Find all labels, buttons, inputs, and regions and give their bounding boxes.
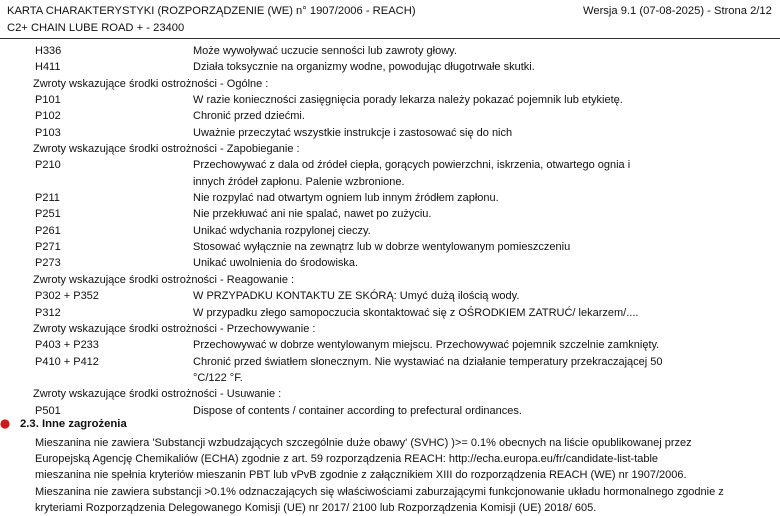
phrase-description bbox=[193, 92, 753, 108]
paragraph-line: Mieszanina nie zawiera 'Substancji wzbudzających szczególnie duże obawy' (SVHC) )>= 0.1% obecnych na liście opublikowanej przez bbox=[35, 437, 692, 449]
phrase-text-line: innych źródeł zapłonu. Palenie wzbronione. bbox=[193, 175, 405, 188]
phrase-row bbox=[0, 190, 780, 206]
phrase-code: P410 + P412 bbox=[35, 355, 99, 368]
paragraph-line: Europejską Agencję Chemikaliów (ECHA) zgodnie z art. 59 rozporządzenia REACH: http://echa.europa.eu/fr/candidate-list-table bbox=[35, 453, 659, 466]
phrase-description bbox=[193, 288, 753, 304]
document-header bbox=[0, 0, 780, 39]
phrase-row bbox=[0, 43, 780, 59]
phrase-text-line: Może wywoływać uczucie senności lub zawroty głowy. bbox=[193, 45, 457, 57]
phrase-text-line: Uważnie przeczytać wszystkie instrukcje i zastosować się do nich bbox=[193, 126, 513, 139]
phrase-description bbox=[193, 255, 753, 271]
phrase-text-line: W razie konieczności zasięgnięcia porady lekarza należy pokazać pojemnik lub etykietę. bbox=[193, 94, 623, 107]
phrase-code: P271 bbox=[35, 241, 61, 254]
precaution-group-heading bbox=[0, 321, 780, 337]
phrase-row bbox=[0, 157, 780, 190]
phrase-text-line: Chronić przed światłem słonecznym. Nie wystawiać na działanie temperatury przekraczającej 50 bbox=[193, 355, 663, 368]
phrase-code: P302 + P352 bbox=[35, 290, 99, 303]
phrase-text-line: W przypadku złego samopoczucia skontaktować się z OŚRODKIEM ZATRUĆ/ lekarzem/.... bbox=[193, 306, 639, 319]
phrase-text-line: Unikać wdychania rozpylonej cieczy. bbox=[193, 224, 371, 237]
phrase-code: P101 bbox=[35, 94, 61, 107]
phrase-description bbox=[193, 206, 753, 222]
version-page-info: Wersja 9.1 (07-08-2025) - Strona 2/12 bbox=[583, 5, 772, 17]
phrase-text-line: Unikać uwolnienia do środowiska. bbox=[193, 257, 359, 270]
phrase-row bbox=[0, 354, 780, 387]
group-heading-text: Zwroty wskazujące środki ostrożności - Ogólne : bbox=[33, 77, 269, 90]
section-bullet-icon bbox=[0, 419, 10, 429]
phrase-text-line: W PRZYPADKU KONTAKTU ZE SKÓRĄ: Umyć dużą ilością wody. bbox=[193, 290, 520, 303]
phrase-text-line: Przechowywać w dobrze wentylowanym miejscu. Przechowywać pojemnik szczelnie zamknięty. bbox=[193, 339, 660, 352]
phrase-row bbox=[0, 59, 780, 75]
phrase-row bbox=[0, 125, 780, 141]
phrase-code: H336 bbox=[35, 45, 62, 57]
phrase-description bbox=[193, 43, 753, 59]
phrase-description bbox=[193, 223, 753, 239]
phrase-description bbox=[193, 108, 753, 124]
hazard-precaution-list bbox=[0, 43, 780, 419]
product-name: C2+ CHAIN LUBE ROAD + - 23400 bbox=[7, 22, 185, 34]
phrase-row bbox=[0, 337, 780, 353]
phrase-code: P103 bbox=[35, 126, 61, 139]
phrase-description bbox=[193, 125, 753, 141]
phrase-description bbox=[193, 337, 753, 353]
phrase-description bbox=[193, 190, 753, 206]
phrase-text-line: Dispose of contents / container according to prefectural ordinances. bbox=[193, 404, 522, 417]
precaution-group-heading bbox=[0, 76, 780, 92]
phrase-code: P312 bbox=[35, 306, 61, 319]
precaution-group-heading bbox=[0, 272, 780, 288]
phrase-text-line: Nie przekłuwać ani nie spalać, nawet po zużyciu. bbox=[193, 208, 432, 221]
group-heading-text: Zwroty wskazujące środki ostrożności - Przechowywanie : bbox=[33, 322, 316, 335]
phrase-description bbox=[193, 157, 753, 190]
section-title: 2.3. Inne zagrożenia bbox=[20, 418, 127, 430]
phrase-row bbox=[0, 239, 780, 255]
phrase-code: H411 bbox=[35, 61, 61, 74]
phrase-row bbox=[0, 288, 780, 304]
group-heading-text: Zwroty wskazujące środki ostrożności - Zapobieganie : bbox=[33, 143, 300, 156]
phrase-text-line: Nie rozpylać nad otwartym ogniem lub innym źródłem zapłonu. bbox=[193, 192, 499, 205]
phrase-description bbox=[193, 59, 753, 75]
phrase-row bbox=[0, 92, 780, 108]
phrase-text-line: °C/122 °F. bbox=[193, 371, 243, 384]
phrase-description bbox=[193, 239, 753, 255]
phrase-row bbox=[0, 255, 780, 271]
group-heading-text: Zwroty wskazujące środki ostrożności - Usuwanie : bbox=[33, 388, 282, 401]
paragraph-line: mieszanina nie spełnia kryteriów mieszanin PBT lub vPvB zgodnie z załącznikiem XIII do rozporządzenia REACH (WE) nr 1907/2006. bbox=[35, 469, 687, 482]
paragraph-line: kryteriami Rozporządzenia Delegowanego Komisji (UE) nr 2017/ 2100 lub Rozporządzenia Komisji (UE) 2018/ 605. bbox=[35, 501, 597, 514]
phrase-row bbox=[0, 108, 780, 124]
phrase-code: P211 bbox=[35, 192, 60, 205]
paragraph-line: Mieszanina nie zawiera substancji >0.1% odznaczających się właściwościami zaburzającymi funkcjonowanie układu hormonalnego zgodnie z bbox=[35, 485, 724, 498]
phrase-code: P251 bbox=[35, 208, 61, 221]
phrase-code: P273 bbox=[35, 257, 61, 270]
phrase-row bbox=[0, 223, 780, 239]
phrase-text-line: Przechowywać z dala od źródeł ciepła, gorących powierzchni, iskrzenia, otwartego ognia i bbox=[193, 159, 631, 172]
phrase-code: P403 + P233 bbox=[35, 339, 99, 352]
phrase-description bbox=[193, 305, 753, 321]
phrase-text-line: Stosować wyłącznie na zewnątrz lub w dobrze wentylowanym pomieszczeniu bbox=[193, 241, 571, 254]
precaution-group-heading bbox=[0, 141, 780, 157]
section-2-3-heading bbox=[0, 416, 780, 432]
document-title: KARTA CHARAKTERYSTYKI (ROZPORZĄDZENIE (WE) n° 1907/2006 - REACH) bbox=[7, 5, 416, 17]
phrase-text-line: Działa toksycznie na organizmy wodne, powodując długotrwałe skutki. bbox=[193, 61, 535, 74]
phrase-text-line: Chronić przed dziećmi. bbox=[193, 110, 305, 123]
phrase-code: P210 bbox=[35, 159, 61, 172]
phrase-code: P261 bbox=[35, 224, 61, 237]
precaution-group-heading bbox=[0, 386, 780, 402]
phrase-code: P102 bbox=[35, 110, 61, 123]
group-heading-text: Zwroty wskazujące środki ostrożności - Reagowanie : bbox=[33, 273, 295, 286]
phrase-code: P501 bbox=[35, 404, 61, 417]
phrase-row bbox=[0, 206, 780, 222]
phrase-row bbox=[0, 305, 780, 321]
phrase-description bbox=[193, 354, 753, 387]
